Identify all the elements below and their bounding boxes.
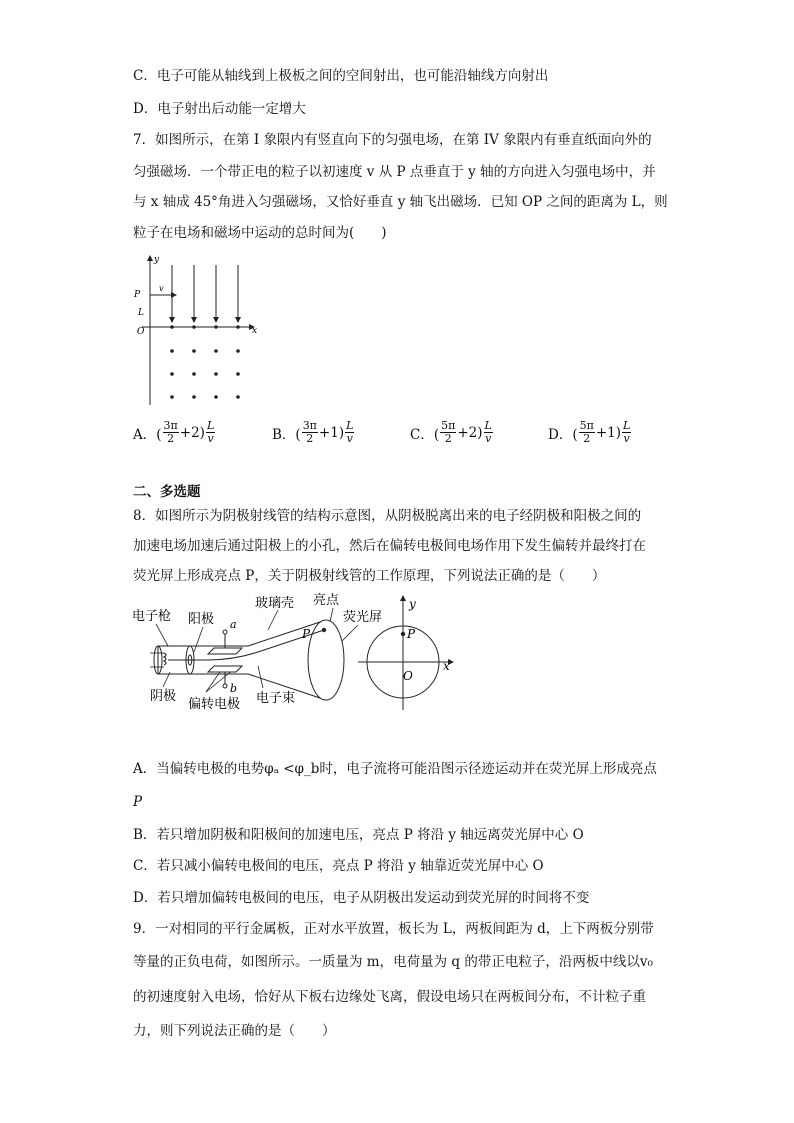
velocity-label: v xyxy=(159,284,164,293)
screen-x-label: x xyxy=(443,659,450,673)
origin-label: O xyxy=(137,327,145,337)
q7-option-c xyxy=(410,420,494,445)
terminal-b-label: b xyxy=(230,682,238,695)
screen-o-label: O xyxy=(403,669,413,683)
plates-label: 偏转电极 xyxy=(188,697,241,712)
numerator: 3π xyxy=(302,419,317,432)
q8-line-1: 8．如图所示为阴极射线管的结构示意图，从阴极脱离出来的电子经阴极和阳极之间的 xyxy=(133,508,642,524)
q7-figure xyxy=(128,250,268,410)
denominator: v xyxy=(485,432,492,445)
q7-line-3: 与 x 轴成 45°角进入匀强磁场，又恰好垂直 y 轴飞出磁场．已知 OP 之间的距离为 L，则 xyxy=(133,194,668,210)
q7-line-2: 匀强磁场．一个带正电的粒子以初速度 v 从 P 点垂直于 y 轴的方向进入匀强电场中，并 xyxy=(133,164,656,180)
fraction xyxy=(206,420,215,445)
numerator: L xyxy=(623,419,631,432)
denominator: 2 xyxy=(306,432,314,445)
spot-label: 亮点 xyxy=(313,593,340,608)
option-label: D．( xyxy=(548,426,578,443)
gun-label: 电子枪 xyxy=(132,609,172,624)
fraction xyxy=(622,420,631,445)
screen-y-label: y xyxy=(409,597,416,611)
screen-p-label: P xyxy=(407,627,416,641)
denominator: 2 xyxy=(583,432,591,445)
section-heading: 二、多选题 xyxy=(133,484,201,500)
q8-option-a-cont: P xyxy=(133,794,143,810)
terminal-a-label: a xyxy=(230,618,237,631)
denominator: v xyxy=(346,432,353,445)
spot-p-label: P xyxy=(302,627,311,641)
fraction xyxy=(579,420,595,445)
magnetic-field-dots xyxy=(170,325,240,399)
numerator: 3π xyxy=(163,419,178,432)
q8-option-c: C．若只减小偏转电极间的电压，亮点 P 将沿 y 轴靠近荧光屏中心 O xyxy=(133,858,544,874)
q7-line-1: 7．如图所示，在第 I 象限内有竖直向下的匀强电场，在第 IV 象限内有垂直纸面向外的 xyxy=(133,132,652,148)
beam-label: 电子束 xyxy=(256,691,296,706)
q7-option-b xyxy=(272,420,355,445)
denominator: 2 xyxy=(167,432,175,445)
q8-option-b: B．若只增加阴极和阳极间的加速电压，亮点 P 将沿 y 轴远离荧光屏中心 O xyxy=(133,827,584,843)
q8-option-d: D．若只增加偏转电极间的电压，电子从阴极出发运动到荧光屏的时间将不变 xyxy=(133,890,590,906)
q9-line-4: 力，则下列说法正确的是（ ） xyxy=(133,1023,336,1039)
distance-label: L xyxy=(138,308,144,318)
fraction xyxy=(302,420,318,445)
y-axis-label: y xyxy=(154,255,160,265)
option-label: C．( xyxy=(410,426,440,443)
q8-line-3: 荧光屏上形成亮点 P，关于阴极射线管的工作原理，下列说法正确的是（ ） xyxy=(133,568,606,584)
option-label: A．( xyxy=(133,426,162,443)
q6-option-d: D．电子射出后动能一定增大 xyxy=(133,101,306,117)
option-label: B．( xyxy=(272,426,301,443)
fraction xyxy=(484,420,493,445)
point-p-label: P xyxy=(134,290,141,300)
q6-option-c: C．电子可能从轴线到上极板之间的空间射出，也可能沿轴线方向射出 xyxy=(133,68,549,84)
option-tail: +2) xyxy=(179,424,205,441)
electric-field-lines xyxy=(172,265,238,322)
option-tail: +2) xyxy=(457,424,483,441)
numerator: 5π xyxy=(441,419,456,432)
denominator: v xyxy=(623,432,630,445)
option-tail: +1) xyxy=(318,424,345,441)
q9-line-2: 等量的正负电荷，如图所示。一质量为 m，电荷量为 q 的带正电粒子，沿两板中线以v₀ xyxy=(133,954,653,970)
x-axis-label: x xyxy=(252,326,258,336)
cathode-label: 阴极 xyxy=(150,689,177,704)
anode-label: 阳极 xyxy=(188,612,215,627)
cathode-filament xyxy=(164,653,166,665)
glass-label: 玻璃壳 xyxy=(255,596,295,611)
q8-line-2: 加速电场加速后通过阳极上的小孔，然后在偏转电极间电场作用下发生偏转并最终打在 xyxy=(133,538,646,554)
spot-point xyxy=(322,628,326,632)
numerator: L xyxy=(346,419,354,432)
option-tail: +1) xyxy=(595,424,621,441)
denominator: v xyxy=(207,432,214,445)
q7-option-a xyxy=(133,420,216,445)
fraction xyxy=(440,420,456,445)
numerator: L xyxy=(484,419,492,432)
q8-option-a: A．当偏转电极的电势φₐ <φ_b时，电子流将可能沿图示径迹运动并在荧光屏上形成亮点 xyxy=(133,761,657,777)
q8-figure xyxy=(128,590,468,720)
fraction xyxy=(163,420,179,445)
numerator: L xyxy=(206,419,215,432)
numerator: 5π xyxy=(579,419,594,432)
q9-line-1: 9．一对相同的平行金属板，正对水平放置，板长为 L，两板间距为 d，上下两板分别带 xyxy=(133,921,654,937)
q7-line-4: 粒子在电场和磁场中运动的总时间为( ) xyxy=(133,225,387,241)
denominator: 2 xyxy=(444,432,452,445)
screen-spot xyxy=(401,632,405,636)
screen-label: 荧光屏 xyxy=(343,610,383,625)
fraction xyxy=(345,420,354,445)
q9-line-3: 的初速度射入电场，恰好从下板右边缘处飞离，假设电场只在两板间分布，不计粒子重 xyxy=(133,989,646,1005)
q7-option-d xyxy=(548,420,632,445)
